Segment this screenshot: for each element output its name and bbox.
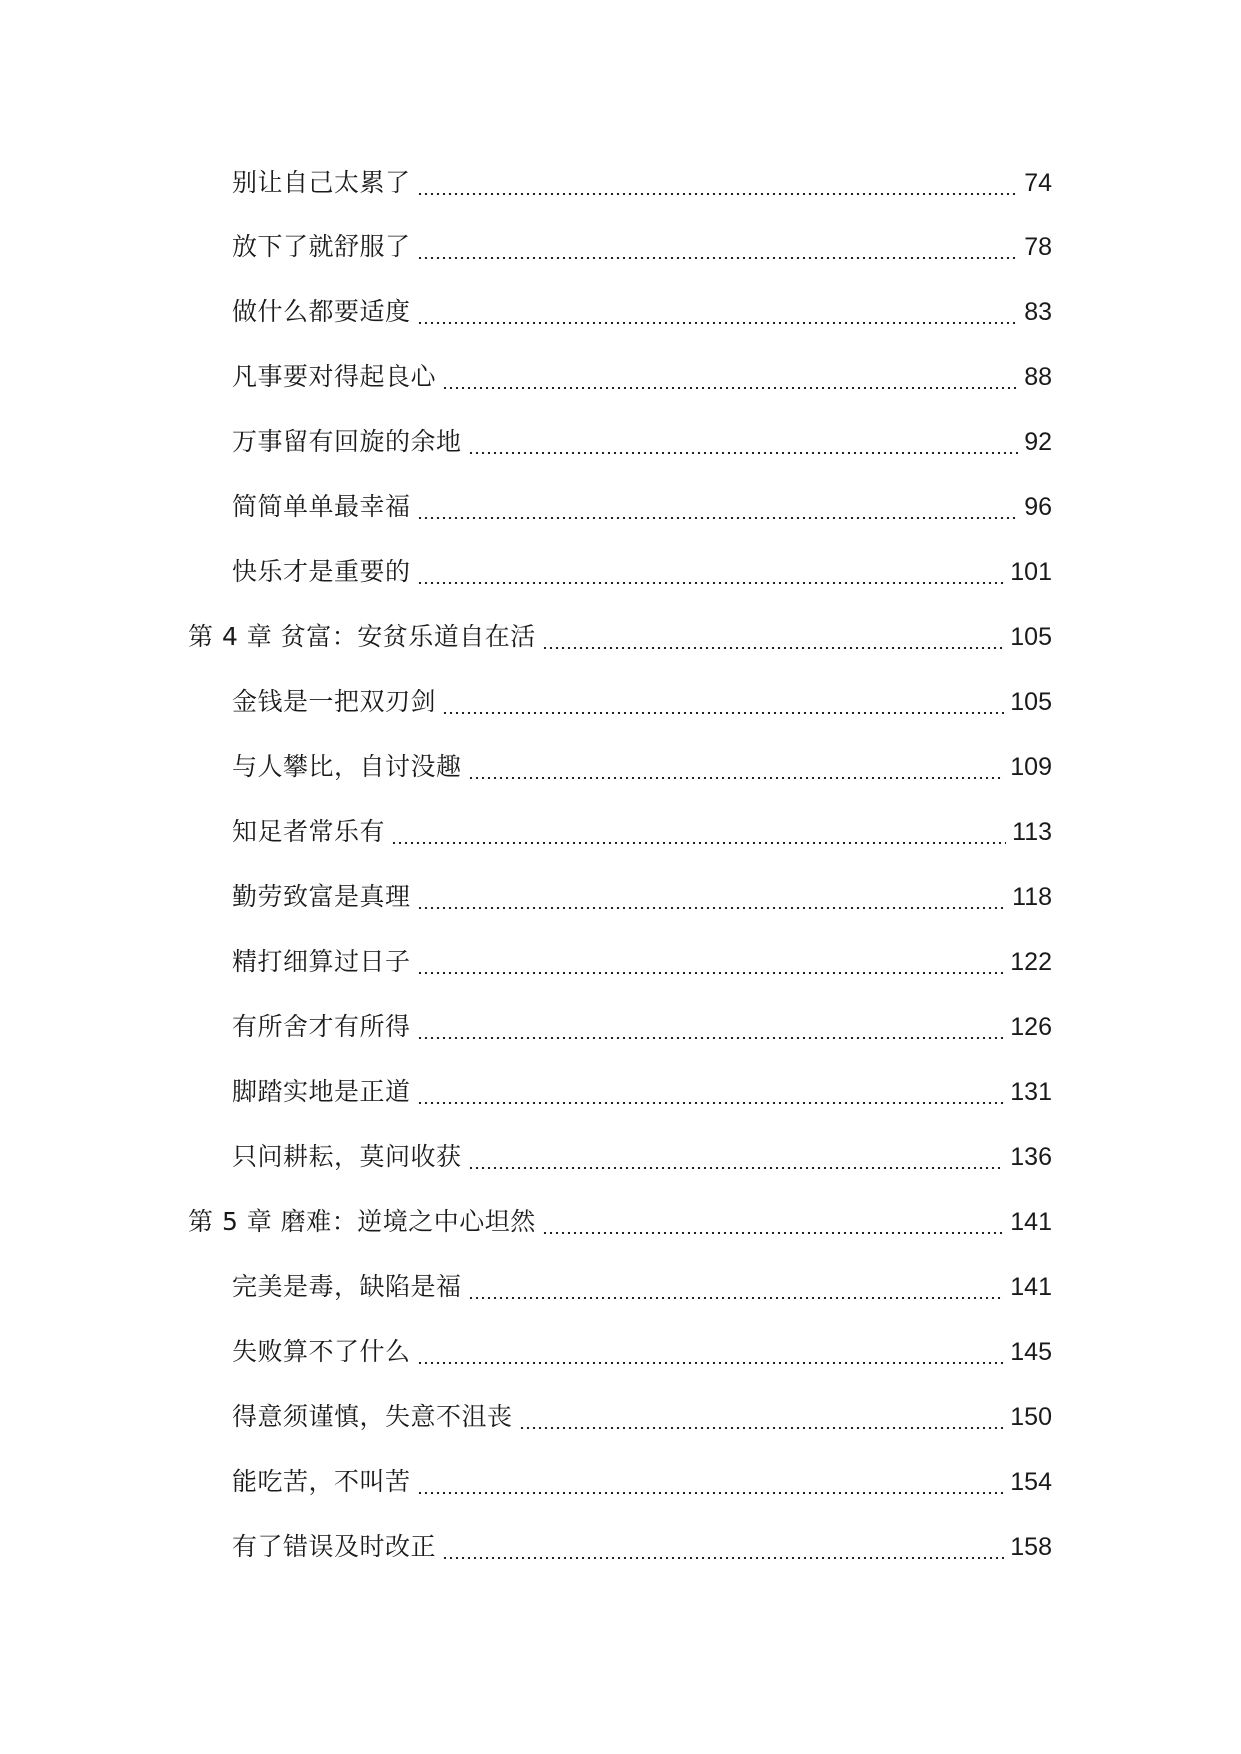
toc-entry-title: 脚踏实地是正道 [232,1077,411,1106]
toc-entry-page: 145 [1010,1338,1052,1366]
toc-entry-page: 105 [1010,688,1052,716]
toc-entry-title: 精打细算过日子 [232,947,411,976]
toc-entry[interactable] [232,357,1052,397]
toc-entry-page: 83 [1024,298,1052,326]
toc-entry-page: 136 [1010,1143,1052,1171]
dot-leader [391,842,1006,844]
toc-entry-title: 与人攀比，自讨没趣 [232,752,462,781]
dot-leader [417,1102,1005,1104]
toc-entry-page: 113 [1012,818,1052,846]
toc-entry-page: 109 [1010,753,1052,781]
toc-entry-page: 96 [1024,493,1052,521]
toc-entry[interactable] [232,552,1052,592]
dot-leader [417,582,1005,584]
dot-leader [417,517,1019,519]
toc-entry-title: 能吃苦，不叫苦 [232,1467,411,1496]
toc-entry-title: 快乐才是重要的 [232,557,411,586]
toc-entry-page: 118 [1012,883,1052,911]
toc-entry-title: 知足者常乐有 [232,817,386,846]
dot-leader [417,322,1019,324]
toc-entry-title: 只问耕耘，莫问收获 [232,1142,462,1171]
dot-leader [417,1492,1005,1494]
toc-entry-title: 有所舍才有所得 [232,1012,411,1041]
toc-entry[interactable] [232,487,1052,527]
toc-entry-title: 完美是毒，缺陷是福 [232,1272,462,1301]
toc-entry[interactable] [232,227,1052,267]
toc-entry-title: 凡事要对得起良心 [232,362,437,391]
toc-entry[interactable] [232,877,1052,917]
toc-entry[interactable] [232,292,1052,332]
toc-entry-page: 154 [1010,1468,1052,1496]
toc-entry-title: 做什么都要适度 [232,297,411,326]
toc-entry[interactable] [232,1332,1052,1372]
dot-leader [519,1427,1005,1429]
toc-chapter-title: 第 5 章 磨难：逆境之中心坦然 [188,1207,536,1236]
toc-entry-title: 金钱是一把双刃剑 [232,687,437,716]
toc-entry-title: 别让自己太累了 [232,168,411,197]
toc-entry-page: 105 [1010,623,1052,651]
toc-entry-title: 万事留有回旋的余地 [232,427,462,456]
toc-entry-title: 勤劳致富是真理 [232,882,411,911]
toc-entry-title: 放下了就舒服了 [232,232,411,261]
dot-leader [468,777,1005,779]
toc-entry-title: 简简单单最幸福 [232,492,411,521]
toc-entry[interactable] [232,1072,1052,1112]
toc-chapter-entry[interactable] [188,1202,1052,1242]
toc-entry-page: 88 [1024,363,1052,391]
toc-entry[interactable] [232,682,1052,722]
toc-entry-title: 有了错误及时改正 [232,1532,437,1561]
toc-entry[interactable] [232,1397,1052,1437]
toc-entry-title: 得意须谨慎，失意不沮丧 [232,1402,513,1431]
toc-entry-page: 78 [1024,233,1052,261]
dot-leader [468,1297,1005,1299]
toc-entry-page: 150 [1010,1403,1052,1431]
toc-entry[interactable] [232,1527,1052,1567]
toc-entry[interactable] [232,747,1052,787]
dot-leader [417,257,1019,259]
dot-leader [468,1167,1005,1169]
dot-leader [468,452,1019,454]
toc-chapter-entry[interactable] [188,617,1052,657]
toc-chapter-title: 第 4 章 贫富：安贫乐道自在活 [188,622,536,651]
toc-entry-page: 126 [1010,1013,1052,1041]
dot-leader [417,1362,1005,1364]
toc-entry-page: 92 [1024,428,1052,456]
toc-entry-page: 141 [1010,1273,1052,1301]
dot-leader [442,712,1004,714]
toc-entry[interactable] [232,1137,1052,1177]
toc-entry-page: 74 [1024,169,1052,197]
dot-leader [417,1037,1005,1039]
toc-entry[interactable] [232,422,1052,462]
toc-entry-title: 失败算不了什么 [232,1337,411,1366]
toc-entry[interactable] [232,1007,1052,1047]
dot-leader [417,193,1019,195]
toc-entry[interactable] [232,812,1052,852]
toc-entry-page: 101 [1010,558,1052,586]
toc-entry[interactable] [232,942,1052,982]
dot-leader [417,907,1007,909]
dot-leader [417,972,1005,974]
dot-leader [442,387,1018,389]
toc-entry-page: 158 [1010,1533,1052,1561]
toc-entry-page: 141 [1010,1208,1052,1236]
toc-entry-page: 131 [1010,1078,1052,1106]
toc-entry[interactable] [232,1267,1052,1307]
dot-leader [542,1232,1005,1234]
toc-entry[interactable] [232,1462,1052,1502]
toc-entry[interactable] [232,163,1052,203]
dot-leader [542,647,1005,649]
toc-entry-page: 122 [1010,948,1052,976]
dot-leader [442,1557,1004,1559]
